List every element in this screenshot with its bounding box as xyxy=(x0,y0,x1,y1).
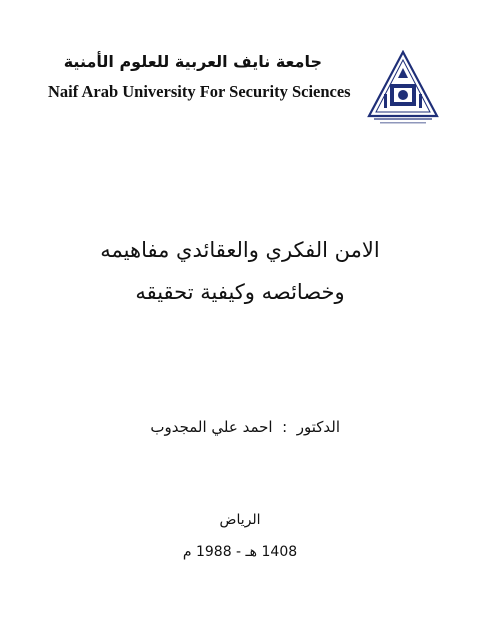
publication-date: 1408 هـ - 1988 م xyxy=(182,544,298,560)
university-name-english: Naif Arab University For Security Sciences xyxy=(48,82,351,101)
book-title-line-1: الامن الفكري والعقائدي مفاهيمه xyxy=(100,238,380,262)
author-name: الدكتور : احمد علي المجدوب xyxy=(150,418,340,436)
publication-city: الرياض xyxy=(219,512,261,528)
university-name-arabic: جامعة نايف العربية للعلوم الأمنية xyxy=(63,52,322,71)
university-emblem-icon xyxy=(366,50,440,126)
book-title-line-2: وخصائصه وكيفية تحقيقه xyxy=(135,280,345,304)
